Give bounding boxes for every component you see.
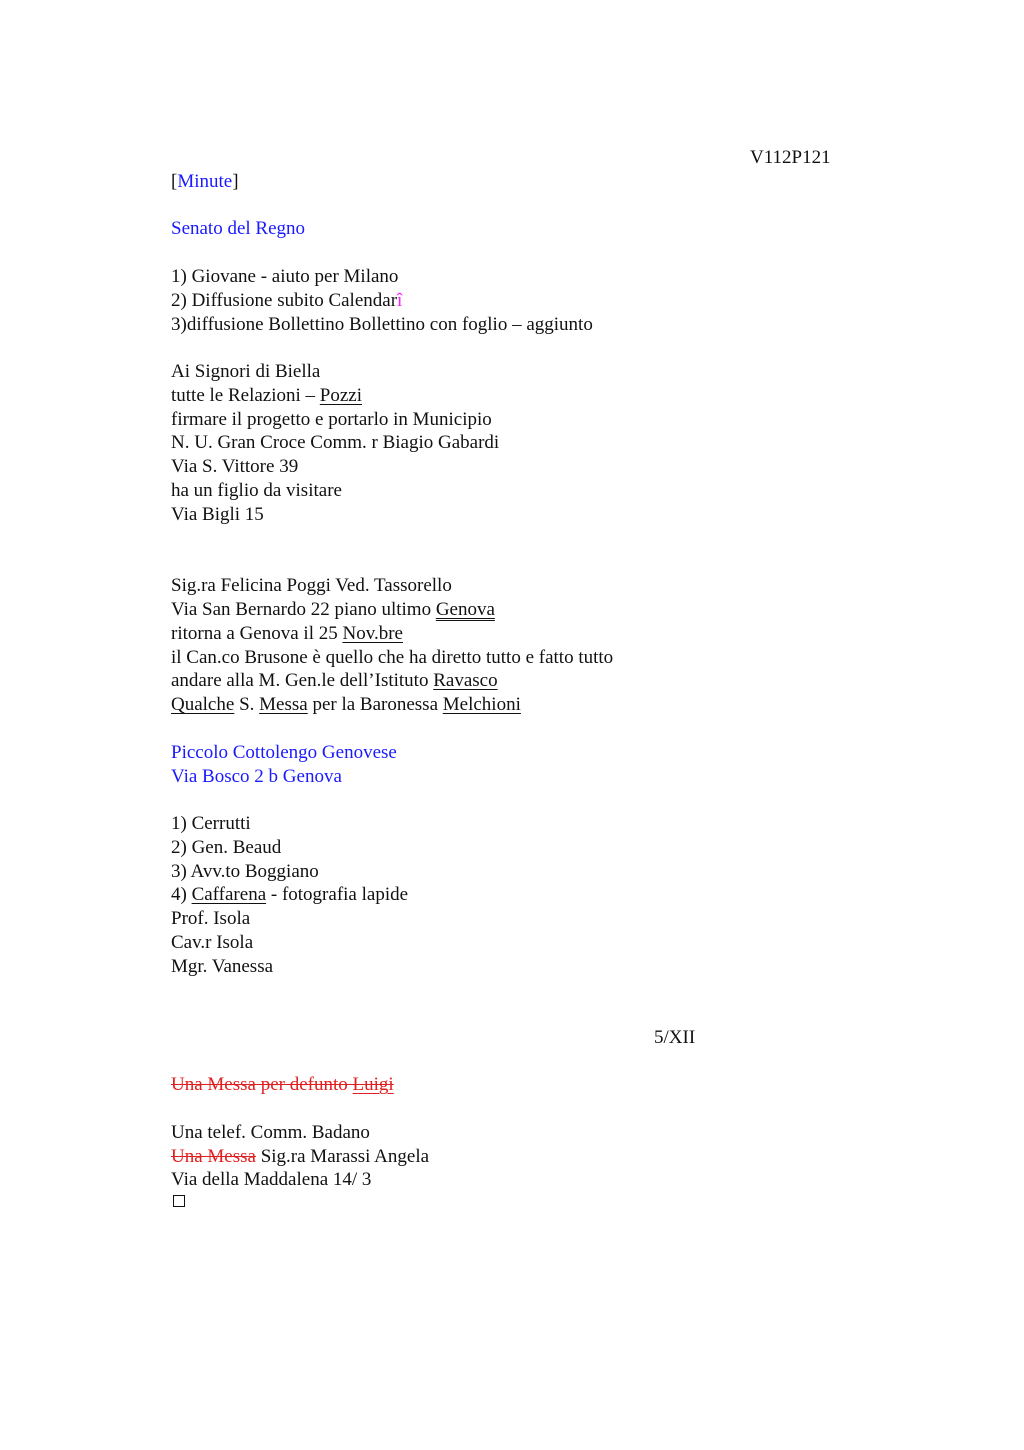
block2-line-6: Qualche S. Messa per la Baronessa Melchioni — [171, 694, 521, 715]
cottolengo-address: Via Bosco 2 b Genova — [171, 766, 342, 787]
block2-line-4: il Can.co Brusone è quello che ha diretto tutto e fatto tutto — [171, 647, 614, 668]
list1-item-3: 3)diffusione Bollettino Bollettino con foglio – aggiunto — [171, 314, 593, 335]
struck-mass: Una Messa — [171, 1146, 256, 1167]
list2-line-7: Mgr. Vanessa — [171, 956, 274, 977]
underlined-caffarena: Caffarena — [191, 884, 267, 905]
struck-mass-line: Una Messa per defunto Luigi — [171, 1074, 394, 1095]
bracket-open: [ — [171, 171, 178, 192]
underlined-institute: Ravasco — [433, 670, 498, 691]
block1-line-4: N. U. Gran Croce Comm. r Biagio Gabardi — [171, 432, 500, 453]
final-line-2: Una Messa Sig.ra Marassi Angela — [171, 1146, 430, 1167]
reference-code: V112P121 — [750, 147, 831, 168]
double-underlined-city: Genova — [435, 599, 495, 620]
underlined-name: Pozzi — [319, 385, 363, 406]
underlined-month: Nov.bre — [342, 623, 403, 644]
minute-label: Minute — [177, 171, 233, 192]
pink-mark: î — [397, 290, 403, 311]
list2-line-6: Cav.r Isola — [171, 932, 254, 953]
block1-line-3: firmare il progetto e portarlo in Municipio — [171, 409, 492, 430]
block2-line-2: Via San Bernardo 22 piano ultimo Genova — [171, 599, 495, 620]
list2-item-2: 2) Gen. Beaud — [171, 837, 282, 858]
block2-line-1: Sig.ra Felicina Poggi Ved. Tassorello — [171, 575, 452, 596]
final-line-1: Una telef. Comm. Badano — [171, 1122, 370, 1143]
list1-item-2: 2) Diffusione subito Calendarî — [171, 290, 403, 311]
list1-item-1: 1) Giovane - aiuto per Milano — [171, 266, 399, 287]
senate-heading: Senato del Regno — [171, 218, 306, 239]
block2-line-3: ritorna a Genova il 25 Nov.bre — [171, 623, 403, 644]
minute-heading — [171, 171, 239, 193]
list2-item-4: 4) Caffarena - fotografia lapide — [171, 884, 409, 905]
date-label: 5/XII — [654, 1027, 696, 1048]
block2-line-5: andare alla M. Gen.le dell’Istituto Ravasco — [171, 670, 498, 691]
list2-line-5: Prof. Isola — [171, 908, 251, 929]
empty-box-icon — [173, 1195, 185, 1207]
block1-line-7: Via Bigli 15 — [171, 504, 264, 525]
block1-line-6: ha un figlio da visitare — [171, 480, 342, 501]
cottolengo-name: Piccolo Cottolengo Genovese — [171, 742, 397, 763]
block1-line-1: Ai Signori di Biella — [171, 361, 321, 382]
block1-line-2: tutte le Relazioni – Pozzi — [171, 385, 363, 406]
list2-item-3: 3) Avv.to Boggiano — [171, 861, 319, 882]
block1-line-5: Via S. Vittore 39 — [171, 456, 299, 477]
bracket-close: ] — [232, 171, 239, 192]
final-line-3: Via della Maddalena 14/ 3 — [171, 1169, 372, 1190]
list2-item-1: 1) Cerrutti — [171, 813, 251, 834]
